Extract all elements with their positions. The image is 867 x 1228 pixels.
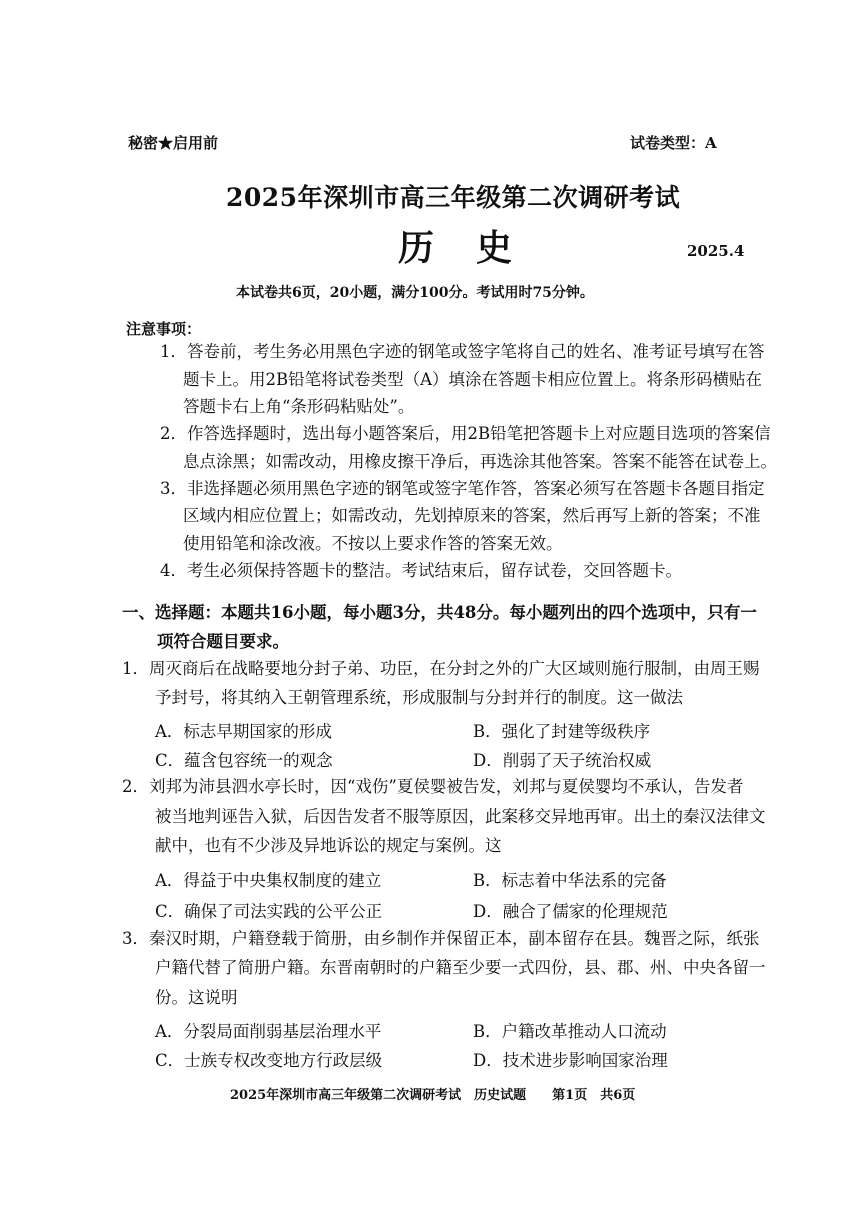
- notice-line: 息点涂黑；如需改动，用橡皮擦干净后，再选涂其他答案。答案不能答在试卷上。: [183, 452, 777, 471]
- option-d: D．技术进步影响国家治理: [473, 1051, 668, 1070]
- notice-line: 1．答卷前，考生务必用黑色字迹的钢笔或签字笔将自己的姓名、准考证号填写在答: [160, 342, 765, 361]
- question-stem: 予封号，将其纳入王朝管理系统，形成服制与分封并行的制度。这一做法: [155, 688, 683, 707]
- exam-intro: 本试卷共6页，20小题，满分100分。考试用时75分钟。: [236, 285, 594, 301]
- option-c: C．士族专权改变地方行政层级: [155, 1051, 383, 1070]
- notice-line: 3．非选择题必须用黑色字迹的钢笔或签字笔作答，答案必须写在答题卡各题目指定: [160, 479, 765, 498]
- question-stem: 献中，也有不少涉及异地诉讼的规定与案例。这: [155, 836, 502, 855]
- option-a: A．得益于中央集权制度的建立: [155, 871, 382, 890]
- section-heading: 项符合题目要求。: [157, 632, 289, 651]
- notice-line: 区域内相应位置上；如需改动，先划掉原来的答案，然后再写上新的答案；不准: [183, 506, 761, 525]
- confidential-label: 秘密★启用前: [128, 134, 219, 152]
- notice-line: 2．作答选择题时，选出每小题答案后，用2B铅笔把答题卡上对应题目选项的答案信: [160, 424, 771, 443]
- option-a: A．分裂局面削弱基层治理水平: [155, 1022, 382, 1041]
- option-a: A．标志早期国家的形成: [155, 722, 332, 741]
- notice-line: 4．考生必须保持答题卡的整洁。考试结束后，留存试卷，交回答题卡。: [160, 561, 682, 580]
- option-d: D．削弱了天子统治权威: [473, 751, 652, 770]
- question-stem: 份。这说明: [155, 988, 238, 1007]
- question-stem: 户籍代替了简册户籍。东晋南朝时的户籍至少要一式四份，县、郡、州、中央各留一: [155, 958, 766, 977]
- notice-line: 答题卡右上角“条形码粘贴处”。: [183, 397, 415, 416]
- option-b: B．户籍改革推动人口流动: [473, 1022, 667, 1041]
- option-b: B．标志着中华法系的完备: [473, 871, 667, 890]
- question-stem: 3．秦汉时期，户籍登载于简册，由乡制作并保留正本，副本留存在县。魏晋之际，纸张: [122, 929, 760, 948]
- notice-line: 使用铅笔和涂改液。不按以上要求作答的答案无效。: [183, 534, 563, 553]
- option-d: D．融合了儒家的伦理规范: [473, 902, 668, 921]
- notice-line: 题卡上。用2B铅笔将试卷类型（A）填涂在答题卡相应位置上。将条形码横贴在: [183, 370, 763, 389]
- exam-date: 2025.4: [687, 242, 745, 260]
- section-heading: 一、选择题：本题共16小题，每小题3分，共48分。每小题列出的四个选项中，只有一: [122, 603, 757, 622]
- page-footer: 2025年深圳市高三年级第二次调研考试 历史试题 第1页 共6页: [230, 1088, 636, 1103]
- exam-title: 2025年深圳市高三年级第二次调研考试: [226, 183, 681, 212]
- question-stem: 2．刘邦为沛县泗水亭长时，因“戏伤”夏侯婴被告发，刘邦与夏侯婴均不承认，告发者: [122, 777, 744, 796]
- paper-type-label: 试卷类型：A: [630, 134, 717, 152]
- option-c: C．蕴含包容统一的观念: [155, 751, 333, 770]
- question-stem: 1．周灭商后在战略要地分封子弟、功臣，在分封之外的广大区域则施行服制，由周王赐: [122, 659, 760, 678]
- question-stem: 被当地判诬告入狱，后因告发者不服等原因，此案移交异地再审。出土的秦汉法律文: [155, 807, 766, 826]
- option-b: B．强化了封建等级秩序: [473, 722, 651, 741]
- option-c: C．确保了司法实践的公平公正: [155, 902, 383, 921]
- notice-heading: 注意事项：: [126, 320, 202, 338]
- subject-title: 历史: [398, 227, 555, 269]
